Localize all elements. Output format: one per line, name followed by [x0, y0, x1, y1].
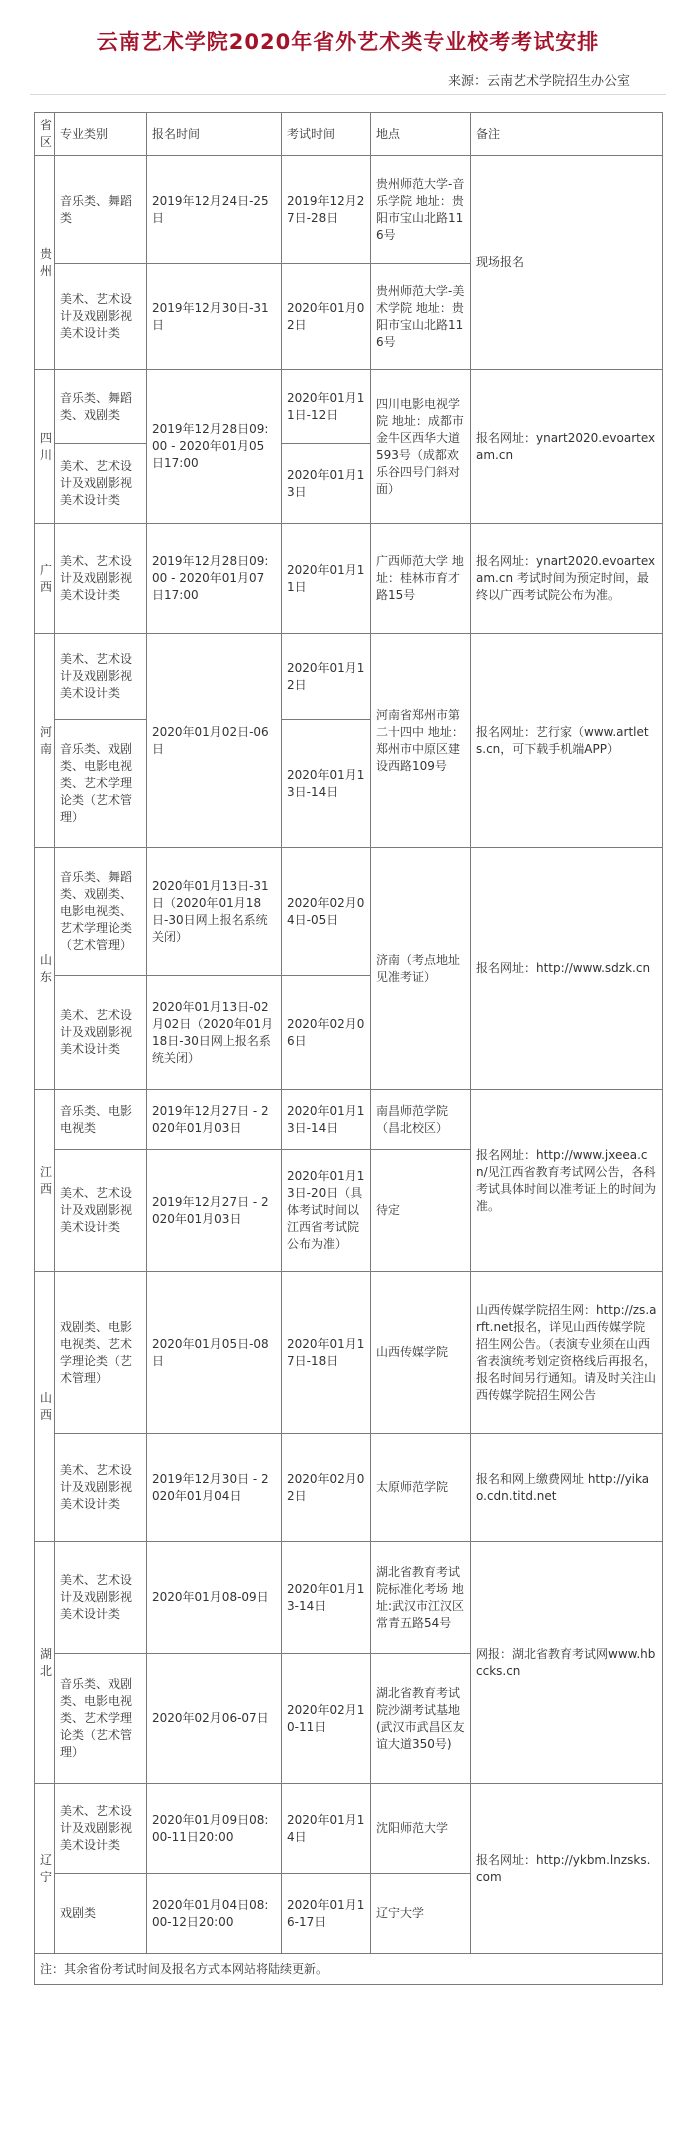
exam-time-cell: 2020年01月12日: [282, 634, 371, 720]
major-cell: 戏剧类: [55, 1874, 147, 1954]
major-cell: 音乐类、戏剧类、电影电视类、艺术学理论类（艺术管理）: [55, 1654, 147, 1784]
remarks-cell: 报名网址：ynart2020.evoartexam.cn: [471, 370, 663, 524]
province-cell: 山东: [35, 848, 55, 1090]
registration-cell: 2020年01月05日-08日: [147, 1272, 282, 1434]
table-header-row: [35, 113, 663, 156]
major-cell: 美术、艺术设计及戏剧影视美术设计类: [55, 634, 147, 720]
exam-time-cell: 2020年02月06日: [282, 976, 371, 1090]
remarks-cell: 报名网址：艺行家（www.artlets.cn，可下载手机端APP）: [471, 634, 663, 848]
major-cell: 音乐类、舞蹈类: [55, 156, 147, 264]
exam-time-cell: 2020年01月02日: [282, 264, 371, 370]
table-row: [35, 1272, 663, 1434]
major-cell: 音乐类、舞蹈类、戏剧类: [55, 370, 147, 444]
remarks-cell: 现场报名: [471, 156, 663, 370]
divider: [30, 94, 666, 95]
location-cell: 南昌师范学院（昌北校区）: [371, 1090, 471, 1150]
registration-cell: 2020年01月09日08:00-11日20:00: [147, 1784, 282, 1874]
header-registration: 报名时间: [147, 113, 282, 156]
location-cell: 广西师范大学 地址：桂林市育才路15号: [371, 524, 471, 634]
province-cell: 江西: [35, 1090, 55, 1272]
registration-cell: 2019年12月28日09:00 - 2020年01月05日17:00: [147, 370, 282, 524]
location-cell: 贵州师范大学-音乐学院 地址：贵阳市宝山北路116号: [371, 156, 471, 264]
province-cell: 广西: [35, 524, 55, 634]
footnote: 注：其余省份考试时间及报名方式本网站将陆续更新。: [35, 1954, 663, 1985]
exam-time-cell: 2020年01月11日: [282, 524, 371, 634]
table-row: [35, 634, 663, 720]
source-line: 来源：云南艺术学院招生办公室: [447, 74, 630, 89]
location-cell: 太原师范学院: [371, 1434, 471, 1542]
exam-time-cell: 2020年01月14日: [282, 1784, 371, 1874]
province-cell: 四川: [35, 370, 55, 524]
remarks-cell: 网报：湖北省教育考试网www.hbccks.cn: [471, 1542, 663, 1784]
exam-time-cell: 2020年01月13日: [282, 444, 371, 524]
major-cell: 音乐类、戏剧类、电影电视类、艺术学理论类（艺术管理）: [55, 720, 147, 848]
location-cell: 湖北省教育考试院标准化考场 地址:武汉市江汉区常青五路54号: [371, 1542, 471, 1654]
major-cell: 音乐类、电影电视类: [55, 1090, 147, 1150]
province-cell: 山西: [35, 1272, 55, 1542]
major-cell: 美术、艺术设计及戏剧影视美术设计类: [55, 1434, 147, 1542]
province-cell: 河南: [35, 634, 55, 848]
registration-cell: 2019年12月28日09:00 - 2020年01月07日17:00: [147, 524, 282, 634]
remarks-cell: 报名网址：http://www.sdzk.cn: [471, 848, 663, 1090]
remarks-cell: 报名网址：ynart2020.evoartexam.cn 考试时间为预定时间，最终以广西考试院公布为准。: [471, 524, 663, 634]
exam-time-cell: 2020年01月13-14日: [282, 1542, 371, 1654]
registration-cell: 2020年01月04日08:00-12日20:00: [147, 1874, 282, 1954]
table-row: [35, 848, 663, 976]
remarks-cell: 报名和网上缴费网址 http://yikao.cdn.titd.net: [471, 1434, 663, 1542]
exam-schedule-table: [34, 112, 663, 1985]
exam-time-cell: 2019年12月27日-28日: [282, 156, 371, 264]
major-cell: 戏剧类、电影电视类、艺术学理论类（艺术管理）: [55, 1272, 147, 1434]
registration-cell: 2019年12月27日 - 2020年01月03日: [147, 1150, 282, 1272]
location-cell: 贵州师范大学-美术学院 地址：贵阳市宝山北路116号: [371, 264, 471, 370]
major-cell: 美术、艺术设计及戏剧影视美术设计类: [55, 524, 147, 634]
header-exam-time: 考试时间: [282, 113, 371, 156]
footnote-row: [35, 1954, 663, 1985]
province-cell: 湖北: [35, 1542, 55, 1784]
registration-cell: 2020年02月06-07日: [147, 1654, 282, 1784]
location-cell: 辽宁大学: [371, 1874, 471, 1954]
header-remarks: 备注: [471, 113, 663, 156]
registration-cell: 2020年01月13日-02月02日（2020年01月18日-30日网上报名系统关闭）: [147, 976, 282, 1090]
table-row: [35, 1090, 663, 1150]
location-cell: 沈阳师范大学: [371, 1784, 471, 1874]
remarks-cell: 报名网址：http://www.jxeea.cn/见江西省教育考试网公告，各科考试具体时间以准考证上的时间为准。: [471, 1090, 663, 1272]
table-row: [35, 1784, 663, 1874]
major-cell: 美术、艺术设计及戏剧影视美术设计类: [55, 1784, 147, 1874]
registration-cell: 2020年01月13日-31日（2020年01月18日-30日网上报名系统关闭）: [147, 848, 282, 976]
major-cell: 美术、艺术设计及戏剧影视美术设计类: [55, 264, 147, 370]
major-cell: 音乐类、舞蹈类、戏剧类、电影电视类、艺术学理论类（艺术管理）: [55, 848, 147, 976]
exam-time-cell: 2020年01月13日-14日: [282, 1090, 371, 1150]
registration-cell: 2019年12月30日-31日: [147, 264, 282, 370]
registration-cell: 2020年01月02日-06日: [147, 634, 282, 848]
major-cell: 美术、艺术设计及戏剧影视美术设计类: [55, 444, 147, 524]
remarks-cell: 报名网址：http://ykbm.lnzsks.com: [471, 1784, 663, 1954]
major-cell: 美术、艺术设计及戏剧影视美术设计类: [55, 1150, 147, 1272]
location-cell: 山西传媒学院: [371, 1272, 471, 1434]
table-row: [35, 1542, 663, 1654]
major-cell: 美术、艺术设计及戏剧影视美术设计类: [55, 1542, 147, 1654]
location-cell: 湖北省教育考试院沙湖考试基地(武汉市武昌区友谊大道350号): [371, 1654, 471, 1784]
location-cell: 河南省郑州市第二十四中 地址：郑州市中原区建设西路109号: [371, 634, 471, 848]
table-row: [35, 156, 663, 264]
province-cell: 贵州: [35, 156, 55, 370]
location-cell: 待定: [371, 1150, 471, 1272]
exam-time-cell: 2020年02月10-11日: [282, 1654, 371, 1784]
major-cell: 美术、艺术设计及戏剧影视美术设计类: [55, 976, 147, 1090]
location-cell: 四川电影电视学院 地址：成都市金牛区西华大道593号（成都欢乐谷四号门斜对面）: [371, 370, 471, 524]
exam-time-cell: 2020年01月11日-12日: [282, 370, 371, 444]
exam-time-cell: 2020年01月17日-18日: [282, 1272, 371, 1434]
header-major: 专业类别: [55, 113, 147, 156]
registration-cell: 2019年12月27日 - 2020年01月03日: [147, 1090, 282, 1150]
header-province: 省区: [35, 113, 55, 156]
exam-time-cell: 2020年02月02日: [282, 1434, 371, 1542]
location-cell: 济南（考点地址见准考证）: [371, 848, 471, 1090]
table-row: [35, 524, 663, 634]
exam-time-cell: 2020年01月13日-14日: [282, 720, 371, 848]
exam-time-cell: 2020年02月04日-05日: [282, 848, 371, 976]
header-location: 地点: [371, 113, 471, 156]
table-row: [35, 1434, 663, 1542]
registration-cell: 2020年01月08-09日: [147, 1542, 282, 1654]
registration-cell: 2019年12月24日-25日: [147, 156, 282, 264]
table-row: [35, 370, 663, 444]
exam-time-cell: 2020年01月16-17日: [282, 1874, 371, 1954]
exam-time-cell: 2020年01月13日-20日（具体考试时间以江西省考试院公布为准）: [282, 1150, 371, 1272]
remarks-cell: 山西传媒学院招生网：http://zs.arft.net报名，详见山西传媒学院招生网公告。（表演专业须在山西省表演统考划定资格线后再报名，报名时间另行通知。请及时关注山西传媒学院招生网公告: [471, 1272, 663, 1434]
province-cell: 辽宁: [35, 1784, 55, 1954]
page-title: 云南艺术学院2020年省外艺术类专业校考考试安排: [96, 30, 600, 54]
registration-cell: 2019年12月30日 - 2020年01月04日: [147, 1434, 282, 1542]
